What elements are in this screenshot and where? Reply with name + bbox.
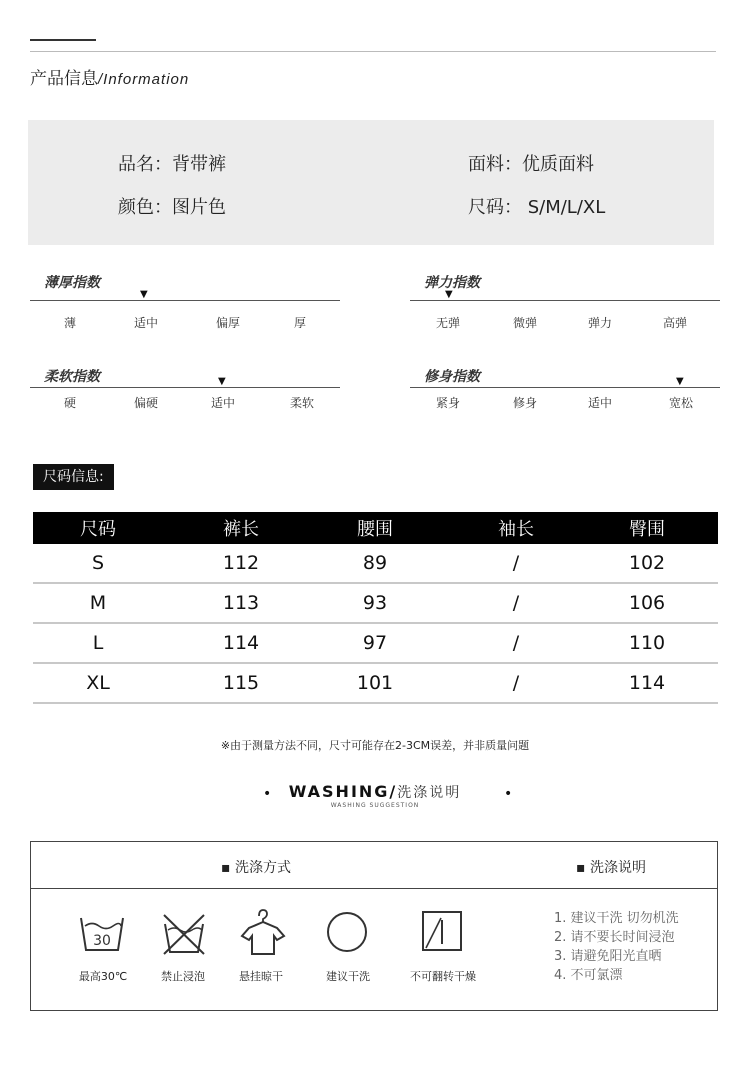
washing-subtitle: WASHING SUGGESTION [330, 802, 420, 809]
info-size: 尺码： S/M/L/XL [468, 197, 606, 218]
table-cell: 97 [362, 632, 388, 654]
index-option: 修身 [512, 396, 538, 410]
icon-label: 悬挂晾干 [239, 970, 283, 983]
index-option: 薄 [63, 316, 77, 330]
index-marker-icon: ▼ [218, 376, 226, 387]
index-option: 高弹 [662, 316, 688, 330]
instruction-item: 4. 不可氯漂 [554, 968, 623, 983]
table-row [33, 544, 718, 584]
instruction-item: 2. 请不要长时间浸泡 [554, 930, 675, 945]
index-option: 适中 [210, 396, 236, 410]
measurement-note: ※由于测量方法不同，尺寸可能存在2-3CM误差，并非质量问题 [220, 739, 530, 752]
washing-title-cn: 洗涤说明 [397, 785, 462, 801]
dry-clean-icon [325, 910, 369, 954]
table-header [33, 512, 718, 544]
index-title: 薄厚指数 [44, 275, 100, 291]
table-cell: / [512, 592, 520, 614]
table-cell: / [512, 672, 520, 694]
table-cell: 101 [356, 672, 394, 694]
title-cn: 产品信息 [30, 69, 98, 89]
index-option: 厚 [293, 316, 307, 330]
index-line [410, 300, 720, 301]
no-tumble-dry-icon [421, 910, 463, 952]
icon-label: 建议干洗 [326, 970, 370, 983]
index-option: 适中 [587, 396, 613, 410]
size-table [33, 512, 718, 704]
info-color: 颜色：图片色 [118, 197, 226, 218]
table-cell: 102 [628, 552, 666, 574]
table-cell: S [91, 552, 105, 574]
product-info-box [28, 120, 714, 245]
table-cell: 115 [222, 672, 260, 694]
wash-30-icon [79, 914, 125, 954]
table-cell: L [92, 632, 104, 654]
thickness-index [30, 272, 340, 330]
wash-temp-value: 30 [93, 933, 111, 949]
index-title: 柔软指数 [44, 369, 100, 385]
index-option: 无弹 [435, 316, 461, 330]
wash-header-divider [31, 888, 717, 889]
size-info-label: 尺码信息: [33, 464, 114, 490]
index-option: 适中 [133, 316, 159, 330]
index-option: 偏厚 [215, 316, 241, 330]
index-marker-icon: ▼ [676, 376, 684, 387]
icon-label: 最高30℃ [78, 970, 128, 983]
softness-index [30, 366, 340, 416]
header-accent-line [30, 39, 96, 41]
index-marker-icon: ▼ [445, 289, 453, 300]
decor-dot: • [263, 786, 272, 802]
table-row [33, 584, 718, 624]
no-soak-icon [161, 912, 207, 956]
index-line [30, 300, 340, 301]
info-fabric: 面料：优质面料 [468, 154, 594, 175]
instruction-item: 3. 请避免阳光直晒 [554, 949, 662, 964]
header-cell: 腰围 [357, 519, 393, 540]
table-row [33, 624, 718, 664]
header-cell: 裤长 [223, 519, 259, 540]
index-option: 紧身 [435, 396, 461, 410]
index-option: 柔软 [289, 396, 315, 410]
table-cell: / [512, 632, 520, 654]
fit-index [410, 366, 720, 416]
table-cell: 89 [362, 552, 388, 574]
index-line [30, 387, 340, 388]
elasticity-index [410, 272, 720, 330]
table-cell: 114 [628, 672, 666, 694]
index-line [410, 387, 720, 388]
wash-instructions-list [554, 909, 679, 985]
wash-instructions-header: ▪ 洗涤说明 [576, 860, 646, 876]
index-option: 微弹 [512, 316, 538, 330]
info-name: 品名：背带裤 [118, 154, 226, 175]
table-cell: XL [86, 672, 110, 694]
header-cell: 尺码 [80, 519, 116, 540]
washing-title [0, 782, 750, 809]
instruction-item: 1. 建议干洗 切勿机洗 [554, 911, 679, 926]
icon-label: 不可翻转干燥 [410, 970, 476, 983]
hang-dry-icon [239, 908, 287, 956]
washing-title-en: WASHING/ [288, 782, 398, 801]
table-row [33, 664, 718, 704]
page-title [30, 64, 189, 89]
table-cell: 93 [362, 592, 388, 614]
index-option: 偏硬 [133, 396, 159, 410]
index-marker-icon: ▼ [140, 289, 148, 300]
table-cell: 113 [222, 592, 260, 614]
index-option: 宽松 [668, 396, 694, 410]
decor-dot: • [504, 786, 513, 802]
table-cell: / [512, 552, 520, 574]
icon-label: 禁止浸泡 [161, 970, 205, 983]
index-title: 弹力指数 [424, 275, 480, 291]
table-cell: 112 [222, 552, 260, 574]
header-divider [30, 51, 716, 52]
index-option: 弹力 [587, 316, 613, 330]
title-sep: / [98, 71, 104, 88]
header-cell: 臀围 [629, 519, 665, 540]
header-cell: 袖长 [498, 519, 534, 540]
washing-box [30, 841, 718, 1011]
table-cell: 110 [628, 632, 666, 654]
wash-method-header: ▪ 洗涤方式 [221, 860, 291, 876]
index-option: 硬 [63, 396, 77, 410]
table-cell: 106 [628, 592, 666, 614]
title-en: Information [103, 71, 190, 88]
table-cell: 114 [222, 632, 260, 654]
table-cell: M [89, 592, 107, 614]
index-title: 修身指数 [424, 369, 480, 385]
